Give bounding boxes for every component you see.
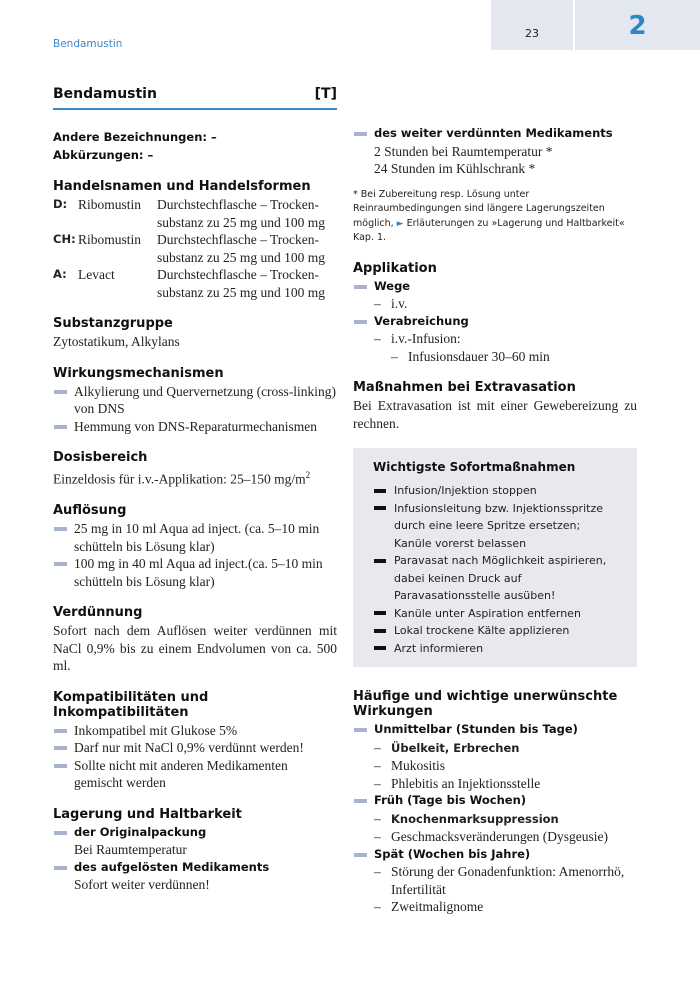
dilution-text: Sofort nach dem Auflösen weiter verdünnen mit NaCl 0,9% bis zu einem Endvolumen von ca. 500 ml. bbox=[53, 623, 337, 673]
immediate-heading: Wichtigste Sofortmaßnahmen bbox=[373, 460, 576, 474]
storage-line: 2 Stunden bei Raumtemperatur * bbox=[374, 143, 553, 159]
mechanisms-heading: Wirkungsmechanismen bbox=[53, 365, 224, 381]
dose-heading: Dosisbereich bbox=[53, 450, 148, 465]
storage-line: Sofort weiter verdünnen! bbox=[74, 877, 210, 892]
dilution-heading: Verdünnung bbox=[53, 605, 143, 620]
list-item bbox=[53, 824, 337, 859]
arrow-right-icon: ► bbox=[396, 218, 404, 229]
dose-text bbox=[53, 467, 337, 488]
adverse-heading: Häufige und wichtige unerwünschte Wirkungen bbox=[353, 689, 618, 719]
drug-name: Bendamustin bbox=[53, 86, 157, 102]
chapter-number: 2 bbox=[628, 11, 647, 41]
footnote-text: * Bei Zubereitung resp. Lösung unter Reinraumbedingungen sind längere Lagerungszeiten möglich, bbox=[353, 188, 605, 229]
trade-country: CH: bbox=[53, 232, 76, 246]
list-item: 100 mg in 40 ml Aqua ad inject.(ca. 5–10 min schütteln bis Lösung klar) bbox=[53, 555, 337, 590]
extravasation-text: Bei Extravasation ist mit einer Gewebereizung zu rechnen. bbox=[353, 398, 637, 431]
immediate-measures-box bbox=[353, 448, 637, 667]
storage-list bbox=[53, 824, 337, 894]
sub-list-item: – Mukositis bbox=[374, 757, 637, 775]
list-item: Hemmung von DNS-Reparaturmechanismen bbox=[53, 418, 337, 436]
trade-name: Ribomustin bbox=[78, 232, 142, 247]
trade-row bbox=[53, 266, 325, 301]
sub-list-item bbox=[374, 810, 637, 829]
adverse-group-label: Spät (Wochen bis Jahre) bbox=[374, 846, 531, 861]
sub-list-item: – i.v. bbox=[374, 295, 637, 313]
application-heading: Applikation bbox=[353, 260, 437, 276]
list-item: Sollte nicht mit anderen Medikamenten gemischt werden bbox=[53, 757, 337, 792]
list-item bbox=[53, 859, 337, 894]
sub-list-item: – Zweitmalignome bbox=[374, 898, 637, 916]
sub-list-text: – i.v.-Infusion: bbox=[391, 331, 461, 346]
application-label: Wege bbox=[374, 278, 411, 293]
sub-list bbox=[374, 330, 637, 365]
sub-list-item: – Störung der Gonadenfunktion: Amenorrhö, Infertilität bbox=[374, 863, 637, 898]
trade-row bbox=[53, 196, 325, 231]
dose-value: Einzeldosis für i.v.-Applikation: 25–150 mg/m bbox=[53, 471, 306, 487]
left-column bbox=[53, 86, 337, 894]
adverse-bold-item: Übelkeit, Erbrechen bbox=[391, 740, 520, 755]
trade-form bbox=[157, 196, 325, 231]
list-item bbox=[353, 313, 637, 366]
list-item bbox=[353, 846, 637, 916]
trade-form-line: substanz zu 25 mg und 100 mg bbox=[157, 249, 325, 265]
storage-footnote bbox=[353, 188, 637, 246]
list-item: Paravasat nach Möglichkeit aspirieren, dabei keinen Druck auf Paravasationsstelle ausüben! bbox=[373, 552, 619, 605]
compat-list bbox=[53, 722, 337, 792]
sub-list bbox=[374, 810, 637, 846]
list-item: Infusion/Injektion stoppen bbox=[373, 482, 619, 500]
immediate-list bbox=[373, 482, 619, 657]
list-item: Infusionsleitung bzw. Injektionsspritze durch eine leere Spritze ersetzen; Kanüle vorerst belassen bbox=[373, 500, 619, 553]
list-item bbox=[353, 278, 637, 313]
storage-label: der Originalpackung bbox=[74, 824, 207, 839]
running-header: Bendamustin bbox=[53, 38, 123, 50]
storage-label: des weiter verdünnten Medikaments bbox=[374, 126, 613, 140]
trade-country: D: bbox=[53, 197, 68, 211]
list-item: Darf nur mit NaCl 0,9% verdünnt werden! bbox=[53, 739, 337, 757]
adverse-list bbox=[353, 721, 637, 916]
list-item: 25 mg in 10 ml Aqua ad inject. (ca. 5–10 min schütteln bis Lösung klar) bbox=[53, 520, 337, 555]
storage-heading: Lagerung und Haltbarkeit bbox=[53, 806, 242, 822]
list-item: Lokal trockene Kälte applizieren bbox=[373, 622, 619, 640]
adverse-bold-item: Knochenmarksuppression bbox=[391, 811, 559, 826]
sub-list-item: – Phlebitis an Injektionsstelle bbox=[374, 775, 637, 793]
trade-form-line: Durchstechflasche – Trocken- bbox=[157, 197, 319, 212]
list-item bbox=[353, 721, 637, 792]
dose-superscript: 2 bbox=[305, 470, 311, 480]
chapter-tab bbox=[575, 0, 700, 50]
mechanisms-list bbox=[53, 383, 337, 436]
list-item: Arzt informieren bbox=[373, 640, 619, 658]
storage-line: 24 Stunden im Kühlschrank * bbox=[374, 161, 536, 176]
trade-form bbox=[157, 231, 325, 266]
sub-list-item bbox=[374, 330, 637, 365]
adverse-group-label: Früh (Tage bis Wochen) bbox=[374, 793, 527, 807]
substance-text: Zytostatikum, Alkylans bbox=[53, 334, 180, 349]
right-column bbox=[353, 125, 637, 916]
adverse-group-label: Unmittelbar (Stunden bis Tage) bbox=[374, 722, 578, 736]
trade-country: A: bbox=[53, 267, 67, 281]
trade-name: Levact bbox=[78, 267, 115, 282]
sub-list-item bbox=[374, 739, 637, 758]
abbreviations: Abkürzungen: – bbox=[53, 148, 154, 162]
drug-tag: [T] bbox=[314, 86, 337, 102]
substance-heading: Substanzgruppe bbox=[53, 316, 173, 331]
sub-list-item: – Geschmacksveränderungen (Dysgeusie) bbox=[374, 828, 637, 846]
drug-title-row bbox=[53, 86, 337, 110]
dissolution-heading: Auflösung bbox=[53, 503, 127, 518]
trade-form bbox=[157, 266, 325, 301]
trade-heading: Handelsnamen und Handelsformen bbox=[53, 179, 311, 194]
dissolution-list bbox=[53, 520, 337, 590]
page-number: 23 bbox=[525, 27, 539, 40]
sub-sub-list bbox=[391, 348, 637, 366]
sub-list bbox=[374, 295, 637, 313]
list-item: Kanüle unter Aspiration entfernen bbox=[373, 605, 619, 623]
trade-row bbox=[53, 231, 325, 266]
list-item bbox=[353, 792, 637, 846]
storage-list-continued bbox=[353, 125, 637, 178]
sub-sub-list-item: – Infusionsdauer 30–60 min bbox=[391, 348, 637, 366]
trade-name: Ribomustin bbox=[78, 197, 142, 212]
list-item bbox=[353, 125, 637, 178]
other-names: Andere Bezeichnungen: – bbox=[53, 130, 217, 144]
page-number-box bbox=[491, 0, 573, 50]
trade-table bbox=[53, 196, 325, 301]
list-item: Inkompatibel mit Glukose 5% bbox=[53, 722, 337, 740]
sub-list bbox=[374, 863, 637, 916]
application-label: Verabreichung bbox=[374, 313, 469, 328]
application-list bbox=[353, 278, 637, 366]
storage-line: Bei Raumtemperatur bbox=[74, 842, 187, 857]
compat-heading: Kompatibilitäten und Inkompatibilitäten bbox=[53, 689, 209, 720]
list-item: Alkylierung und Quervernetzung (cross-linking) von DNS bbox=[53, 383, 337, 418]
trade-form-line: Durchstechflasche – Trocken- bbox=[157, 232, 319, 247]
sub-list bbox=[374, 739, 637, 793]
extravasation-heading: Maßnahmen bei Extravasation bbox=[353, 380, 576, 395]
trade-form-line: substanz zu 25 mg und 100 mg bbox=[157, 284, 325, 300]
trade-form-line: substanz zu 25 mg und 100 mg bbox=[157, 214, 325, 230]
footnote-text: Erläuterungen zu »Lagerung und Haltbarkeit« Kap. 1. bbox=[353, 217, 625, 243]
storage-label: des aufgelösten Medikaments bbox=[74, 859, 270, 874]
trade-form-line: Durchstechflasche – Trocken- bbox=[157, 267, 319, 282]
